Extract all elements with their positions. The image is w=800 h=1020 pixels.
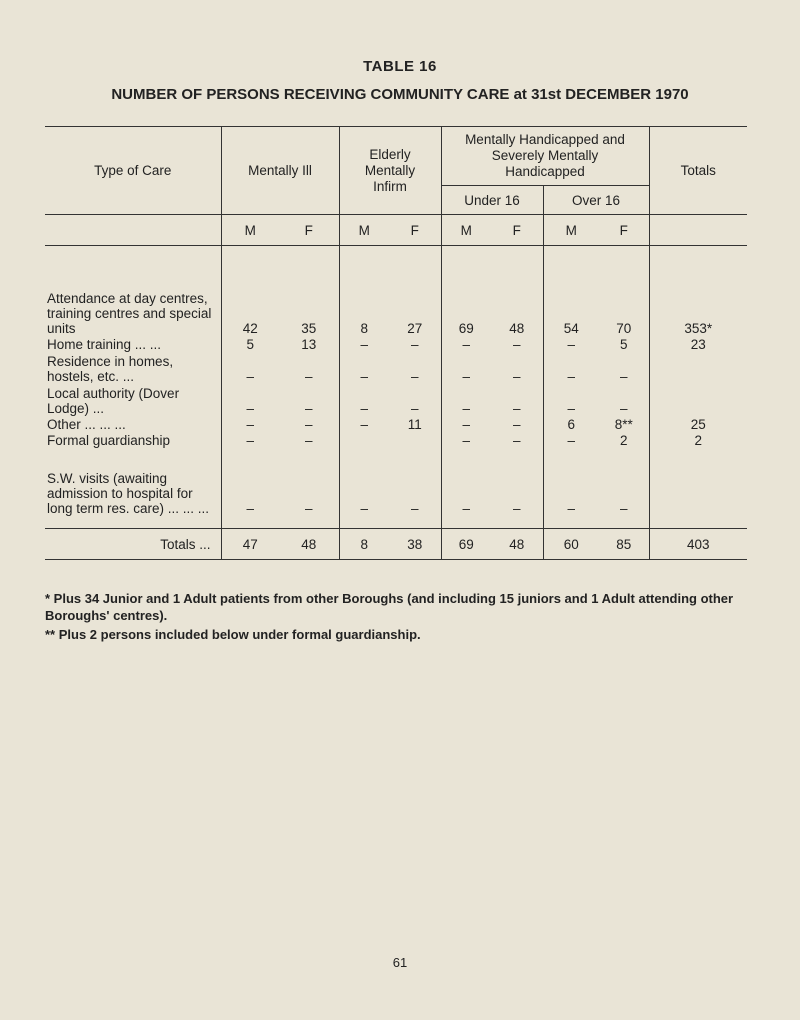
header-elderly: Elderly Mentally Infirm — [339, 127, 441, 215]
table-cell: – — [339, 448, 389, 516]
total-cell: 60 — [543, 529, 599, 560]
table-row — [45, 352, 747, 384]
table-cell: – — [441, 336, 491, 352]
community-care-table — [45, 126, 747, 560]
table-cell: 48 — [509, 321, 525, 336]
table-cell: – — [221, 432, 279, 448]
table-cell — [339, 432, 389, 448]
table-cell: – — [512, 401, 521, 416]
header-el-m: M — [339, 215, 389, 246]
table-cell: 2 — [649, 432, 747, 448]
header-mentally-ill: Mentally Ill — [221, 127, 339, 215]
footnote-2: ** Plus 2 persons included below under formal guardianship. — [45, 627, 421, 642]
totals-label: Totals ... — [45, 529, 221, 560]
table-title: TABLE 16 — [363, 58, 437, 75]
table-cell: – — [512, 337, 521, 352]
footnote-1: * Plus 34 Junior and 1 Adult patients from other Boroughs (and including 15 juniors and 1 Adult attending other Boroughs' centres). — [45, 591, 734, 623]
table-cell: – — [512, 417, 521, 432]
header-u16-m: M — [441, 215, 491, 246]
table-cell: 70 — [616, 321, 632, 336]
table-cell: 5 — [221, 336, 279, 352]
table-cell: – — [221, 448, 279, 516]
row-label: Residence in homes, hostels, etc. ... — [47, 354, 174, 384]
header-over16: Over 16 — [543, 186, 649, 215]
table-cell: – — [410, 337, 419, 352]
table-cell: – — [339, 416, 389, 432]
table-cell: – — [304, 417, 313, 432]
header-under16: Under 16 — [441, 186, 543, 215]
header-o16-f: F — [599, 215, 649, 246]
table-cell: 13 — [301, 337, 317, 352]
table-cell: 8 — [339, 246, 389, 337]
total-cell: 38 — [389, 529, 441, 560]
table-cell — [649, 384, 747, 416]
table-cell: – — [512, 433, 521, 448]
header-el-f: F — [389, 215, 441, 246]
row-label: Local authority (Dover Lodge) ... — [47, 386, 180, 416]
table-row — [45, 448, 747, 516]
table-cell: – — [304, 369, 313, 384]
table-row — [45, 432, 747, 448]
table-cell: – — [304, 501, 313, 516]
header-mi-f: F — [279, 215, 339, 246]
row-label: Attendance at day centres, training centres and special units — [47, 291, 212, 336]
table-cell: 42 — [221, 246, 279, 337]
table-cell: – — [339, 352, 389, 384]
table-cell: 35 — [301, 321, 317, 336]
table-cell: 25 — [649, 416, 747, 432]
table-cell — [649, 448, 747, 516]
header-u16-f: F — [491, 215, 543, 246]
table-row — [45, 416, 747, 432]
table-cell: – — [543, 432, 599, 448]
table-cell: – — [339, 336, 389, 352]
table-cell: – — [410, 369, 419, 384]
row-label: Formal guardianship — [47, 433, 171, 448]
table-cell: 5 — [619, 337, 628, 352]
table-cell: – — [221, 352, 279, 384]
table-cell: 8** — [614, 417, 633, 432]
total-cell: 69 — [441, 529, 491, 560]
total-cell: 85 — [599, 529, 649, 560]
header-totals: Totals — [649, 127, 747, 215]
table-row — [45, 384, 747, 416]
table-cell: – — [304, 401, 313, 416]
table-row — [45, 336, 747, 352]
header-type-of-care: Type of Care — [45, 127, 221, 215]
table-cell: – — [512, 501, 521, 516]
table-cell — [389, 432, 441, 448]
row-label: Home training ... ... — [47, 337, 162, 352]
table-cell: 27 — [407, 321, 423, 336]
table-cell: – — [543, 336, 599, 352]
table-cell: – — [304, 433, 313, 448]
table-cell: – — [619, 501, 628, 516]
table-cell: 2 — [619, 433, 628, 448]
table-cell: 23 — [649, 336, 747, 352]
header-handicapped: Mentally Handicapped and Severely Mentally Handicapped — [441, 127, 649, 186]
total-cell: 48 — [491, 529, 543, 560]
table-cell: 11 — [407, 417, 422, 432]
table-cell: 54 — [543, 246, 599, 337]
table-cell: – — [619, 401, 628, 416]
table-row — [45, 246, 747, 337]
table-cell: – — [441, 352, 491, 384]
total-cell: 48 — [279, 529, 339, 560]
table-cell: – — [619, 369, 628, 384]
row-label: S.W. visits (awaiting admission to hospital for long term res. care) ... ... ... — [47, 471, 210, 516]
table-cell: 6 — [543, 416, 599, 432]
row-label: Other ... ... ... — [47, 417, 126, 432]
table-cell: – — [543, 384, 599, 416]
total-cell: 8 — [339, 529, 389, 560]
table-cell: – — [410, 401, 419, 416]
table-cell: – — [441, 384, 491, 416]
table-cell: 353* — [649, 246, 747, 337]
table-cell: – — [221, 416, 279, 432]
table-cell: – — [441, 432, 491, 448]
table-cell: – — [543, 448, 599, 516]
total-cell: 403 — [649, 529, 747, 560]
header-mi-m: M — [221, 215, 279, 246]
total-cell: 47 — [221, 529, 279, 560]
table-cell: – — [441, 448, 491, 516]
header-o16-m: M — [543, 215, 599, 246]
table-cell: – — [221, 384, 279, 416]
table-subtitle: NUMBER OF PERSONS RECEIVING COMMUNITY CARE at 31st DECEMBER 1970 — [111, 86, 689, 103]
table-cell — [649, 352, 747, 384]
table-cell: – — [441, 416, 491, 432]
table-cell: 69 — [441, 246, 491, 337]
table-cell: – — [339, 384, 389, 416]
table-cell: – — [543, 352, 599, 384]
table-cell: – — [410, 501, 419, 516]
page-number: 61 — [392, 955, 408, 970]
table-cell: – — [512, 369, 521, 384]
